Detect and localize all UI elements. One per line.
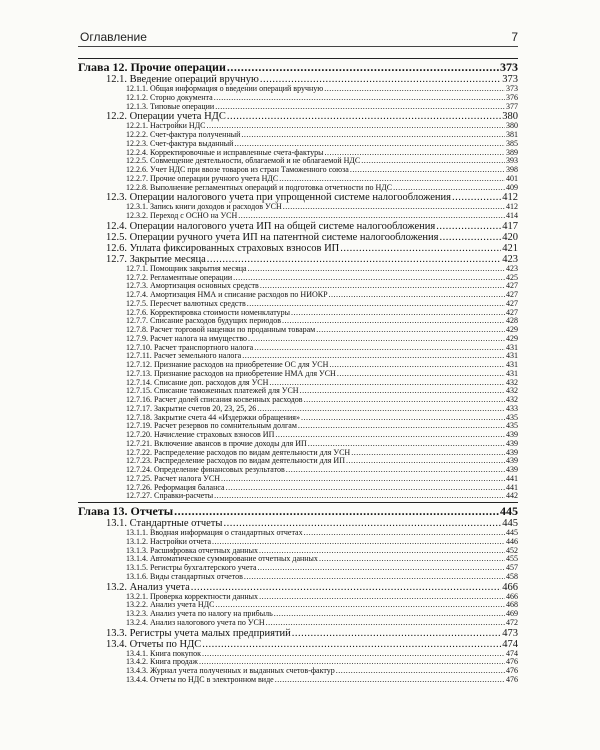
- toc-subsection: [78, 449, 518, 458]
- toc-subsection: [78, 405, 518, 414]
- toc-entry-title: 13.4.4. Отчеты по НДС в электронном виде: [126, 675, 274, 684]
- toc-entry-page: 389: [506, 148, 518, 157]
- running-header: [78, 30, 518, 46]
- toc-subsection: [78, 667, 518, 676]
- toc-entry-title: 13.2.3. Анализ учета по налогу на прибыль: [126, 610, 273, 618]
- toc-entry-page: 423: [502, 253, 518, 265]
- toc-entry-title: 12.7.11. Расчет земельного налога: [126, 352, 242, 361]
- toc-entry-page: 445: [502, 518, 518, 529]
- toc-leader-dots: [298, 422, 505, 431]
- toc-entry-page: 429: [506, 326, 518, 334]
- toc-entry-title: 12.7.17. Закрытие счетов 20, 23, 25, 26: [126, 404, 257, 413]
- toc-subsection: [78, 274, 518, 283]
- toc-entry-page: 466: [502, 581, 518, 593]
- toc-entry-title: 12.7.2. Регламентные операции: [126, 273, 233, 282]
- toc-leader-dots: [227, 111, 501, 122]
- toc-entry-page: 432: [506, 378, 518, 387]
- toc-subsection: [78, 361, 518, 370]
- toc-entry-title: 12.2.8. Выполнение регламентных операций и подготовка отчетности по НДС: [126, 183, 393, 192]
- toc-entry-page: 377: [506, 102, 518, 111]
- toc-subsection: [78, 601, 518, 610]
- toc-entry-page: 445: [500, 504, 518, 518]
- toc-leader-dots: [244, 573, 505, 582]
- toc-leader-dots: [242, 352, 505, 361]
- toc-section: [78, 111, 518, 122]
- toc-entry-page: 466: [506, 592, 518, 601]
- toc-leader-dots: [248, 335, 505, 344]
- toc-entry-page: 458: [506, 572, 518, 581]
- toc-leader-dots: [351, 449, 505, 458]
- toc-leader-dots: [304, 529, 505, 538]
- toc-leader-dots: [234, 140, 505, 149]
- toc-subsection: [78, 157, 518, 166]
- toc-entry-title: 13.1. Стандартные отчеты: [106, 518, 223, 529]
- toc-leader-dots: [259, 547, 505, 556]
- toc-entry-page: 468: [506, 601, 518, 610]
- toc-leader-dots: [301, 414, 505, 423]
- toc-subsection: [78, 370, 518, 379]
- toc-entry-title: 12.7.5. Пересчет валютных средств: [126, 299, 246, 308]
- toc-entry-title: Глава 13. Отчеты: [78, 504, 174, 518]
- running-header-title: Оглавление: [80, 30, 147, 44]
- toc-entry-page: 474: [506, 649, 518, 658]
- toc-entry-title: 12.7.24. Определение финансовых результатов: [126, 466, 285, 474]
- toc-subsection: [78, 203, 518, 212]
- toc-entry-title: 12.1.1. Общая информация о введении операций вручную: [126, 85, 324, 93]
- toc-entry-title: 12.7.1. Помощник закрытия месяца: [126, 264, 247, 273]
- toc-leader-dots: [329, 361, 505, 370]
- toc-entry-title: 12.3.2. Переход с ОСНО на УСН: [126, 212, 238, 220]
- toc-subsection: [78, 422, 518, 431]
- toc-leader-dots: [346, 457, 505, 466]
- toc-entry-page: 412: [502, 192, 518, 204]
- toc-leader-dots: [191, 582, 501, 593]
- toc-leader-dots: [223, 518, 501, 529]
- toc-entry-title: 13.4.3. Журнал учета полученных и выданных счетов-фактур: [126, 667, 335, 675]
- toc-entry-page: 445: [506, 529, 518, 537]
- toc-entry-title: 13.1.2. Настройки отчета: [126, 537, 212, 546]
- toc-leader-dots: [274, 610, 505, 619]
- toc-entry-title: 12.7.20. Начисление страховых взносов ИП: [126, 431, 275, 439]
- toc-subsection: [78, 184, 518, 193]
- toc-subsection: [78, 94, 518, 103]
- toc-leader-dots: [269, 379, 505, 388]
- toc-leader-dots: [393, 184, 505, 193]
- toc-subsection: [78, 593, 518, 602]
- toc-leader-dots: [325, 149, 506, 158]
- toc-entry-page: 428: [506, 317, 518, 326]
- toc-leader-dots: [361, 157, 505, 166]
- toc-entry-title: 12.7.15. Списание таможенных платежей для УСН: [126, 387, 299, 396]
- toc-subsection: [78, 547, 518, 556]
- toc-subsection: [78, 431, 518, 440]
- toc-entry-page: 431: [506, 361, 518, 369]
- toc-subsection: [78, 212, 518, 221]
- toc-entry-title: 12.7.18. Закрытие счета 44 «Издержки обращения»: [126, 413, 300, 422]
- toc-leader-dots: [227, 60, 499, 74]
- toc-entry-page: 476: [506, 667, 518, 675]
- toc-subsection: [78, 650, 518, 659]
- toc-leader-dots: [282, 317, 505, 326]
- toc-subsection: [78, 573, 518, 582]
- toc-entry-page: 381: [506, 131, 518, 139]
- toc-subsection: [78, 131, 518, 140]
- toc-leader-dots: [254, 344, 505, 353]
- toc-entry-title: 13.2.4. Анализ налогового учета по УСН: [126, 618, 265, 627]
- toc-entry-page: 427: [506, 308, 518, 317]
- toc-entry-page: 423: [506, 264, 518, 273]
- toc-entry-page: 441: [506, 474, 518, 483]
- toc-entry-title: 13.4.2. Книга продаж: [126, 658, 198, 667]
- toc-subsection: [78, 122, 518, 131]
- toc-entry-page: 420: [502, 231, 518, 243]
- toc-leader-dots: [247, 300, 505, 309]
- toc-subsection: [78, 529, 518, 538]
- toc-leader-dots: [214, 492, 505, 501]
- toc-leader-dots: [286, 466, 505, 475]
- toc-entry-title: 12.7.21. Включение авансов в прочие доходы для ИП: [126, 439, 307, 448]
- toc-subsection: [78, 619, 518, 628]
- toc-leader-dots: [439, 232, 501, 243]
- toc-entry-title: 12.2.1. Настройки НДС: [126, 122, 206, 131]
- toc-chapter: [78, 58, 518, 74]
- toc-entry-page: 439: [506, 457, 518, 466]
- toc-entry-page: 373: [502, 74, 518, 85]
- toc-leader-dots: [248, 265, 505, 274]
- toc-leader-dots: [291, 309, 505, 318]
- toc-leader-dots: [202, 650, 505, 659]
- toc-entry-page: 412: [506, 203, 518, 212]
- toc-entry-page: 433: [506, 404, 518, 413]
- toc-subsection: [78, 440, 518, 449]
- toc-entry-page: 439: [506, 439, 518, 448]
- toc-leader-dots: [259, 593, 505, 602]
- toc-entry-page: 414: [506, 212, 518, 220]
- toc-subsection: [78, 265, 518, 274]
- toc-subsection: [78, 85, 518, 94]
- toc-section: [78, 254, 518, 265]
- toc-entry-page: 435: [506, 413, 518, 422]
- toc-leader-dots: [258, 564, 505, 573]
- toc-subsection: [78, 379, 518, 388]
- toc-entry-title: 13.4.1. Книга покупок: [126, 649, 201, 658]
- toc-entry-title: 12.6. Уплата фиксированных страховых взносов ИП: [106, 242, 340, 254]
- toc-entry-title: 12.2.6. Учет НДС при ввозе товаров из стран Таможенного союза: [126, 166, 349, 174]
- toc-entry-page: 446: [506, 537, 518, 546]
- toc-leader-dots: [275, 431, 505, 440]
- toc-entry-title: 13.3. Регистры учета малых предприятий: [106, 627, 291, 639]
- toc-entry-page: 474: [502, 638, 518, 650]
- toc-subsection: [78, 610, 518, 619]
- toc-leader-dots: [336, 667, 505, 676]
- toc-entry-page: 431: [506, 343, 518, 352]
- toc-entry-title: 12.7.25. Расчет налога УСН: [126, 474, 220, 483]
- toc-leader-dots: [215, 601, 505, 610]
- toc-subsection: [78, 396, 518, 405]
- toc-entry-title: 13.1.1. Вводная информация о стандартных отчетах: [126, 529, 303, 537]
- toc-subsection: [78, 538, 518, 547]
- toc-entry-title: 12.1. Введение операций вручную: [106, 74, 259, 85]
- toc-entry-page: 373: [506, 85, 518, 93]
- toc-subsection: [78, 457, 518, 466]
- toc-section: [78, 639, 518, 650]
- toc-subsection: [78, 475, 518, 484]
- toc-entry-page: 435: [506, 422, 518, 431]
- toc-entry-page: 441: [506, 483, 518, 492]
- toc-entry-page: 385: [506, 139, 518, 148]
- toc-entry-page: 442: [506, 492, 518, 501]
- toc-entry-title: 13.1.3. Расшифровка отчетных данных: [126, 546, 258, 555]
- toc-subsection: [78, 300, 518, 309]
- toc-entry-page: 476: [506, 658, 518, 667]
- toc-section: [78, 518, 518, 529]
- toc-entry-title: 12.1.3. Типовые операции: [126, 102, 215, 111]
- toc-entry-title: 12.7.3. Амортизация основных средств: [126, 282, 259, 291]
- toc-subsection: [78, 103, 518, 112]
- toc-entry-page: 427: [506, 282, 518, 291]
- toc-leader-dots: [350, 166, 505, 175]
- toc-entry-title: 12.7.23. Распределение расходов по видам деятельности для ИП: [126, 457, 345, 466]
- toc-leader-dots: [452, 192, 501, 203]
- toc-leader-dots: [241, 131, 505, 140]
- table-of-contents: [78, 57, 518, 685]
- toc-leader-dots: [275, 676, 505, 685]
- toc-entry-title: 12.7. Закрытие месяца: [106, 253, 206, 265]
- toc-entry-title: 12.2. Операции учета НДС: [106, 111, 226, 123]
- toc-leader-dots: [283, 203, 505, 212]
- toc-section: [78, 582, 518, 593]
- toc-entry-page: 452: [506, 546, 518, 555]
- toc-entry-title: 12.3.1. Запись книги доходов и расходов УСН: [126, 203, 282, 212]
- toc-leader-dots: [436, 221, 501, 232]
- toc-entry-page: 427: [506, 299, 518, 308]
- toc-entry-page: 427: [506, 291, 518, 299]
- toc-entry-title: 12.7.6. Корректировка стоимости номенклатуры: [126, 308, 290, 317]
- toc-entry-page: 469: [506, 610, 518, 618]
- toc-entry-page: 476: [506, 675, 518, 684]
- toc-leader-dots: [215, 103, 505, 112]
- toc-entry-title: 12.2.2. Счет-фактура полученный: [126, 131, 241, 139]
- toc-entry-page: 425: [506, 273, 518, 282]
- toc-leader-dots: [329, 291, 505, 300]
- toc-section: [78, 232, 518, 243]
- toc-leader-dots: [316, 326, 505, 335]
- toc-subsection: [78, 335, 518, 344]
- toc-leader-dots: [207, 122, 506, 131]
- toc-leader-dots: [214, 94, 505, 103]
- toc-leader-dots: [226, 484, 505, 493]
- toc-entry-title: 12.7.19. Расчет резервов по сомнительным долгам: [126, 422, 297, 431]
- toc-entry-page: 376: [506, 93, 518, 102]
- toc-subsection: [78, 317, 518, 326]
- toc-section: [78, 192, 518, 203]
- toc-entry-page: 429: [506, 334, 518, 343]
- toc-leader-dots: [233, 274, 505, 283]
- toc-leader-dots: [257, 405, 505, 414]
- toc-entry-title: 13.1.6. Виды стандартных отчетов: [126, 572, 243, 581]
- toc-subsection: [78, 484, 518, 493]
- toc-entry-page: 409: [506, 183, 518, 192]
- toc-subsection: [78, 149, 518, 158]
- toc-entry-title: 12.7.27. Справки-расчеты: [126, 492, 214, 501]
- toc-leader-dots: [319, 555, 505, 564]
- toc-entry-title: 12.2.5. Совмещение деятельности, облагаемой и не облагаемой НДС: [126, 157, 361, 166]
- toc-entry-title: 12.1.2. Сторно документа: [126, 93, 213, 102]
- toc-entry-page: 472: [506, 618, 518, 627]
- toc-entry-page: 439: [506, 466, 518, 474]
- toc-subsection: [78, 414, 518, 423]
- toc-entry-title: 12.7.22. Распределение расходов по видам деятельности для УСН: [126, 448, 351, 457]
- toc-entry-title: 12.5. Операции ручного учета ИП на патентной системе налогообложения: [106, 231, 439, 243]
- toc-entry-page: 380: [502, 111, 518, 123]
- toc-entry-title: 12.7.13. Признание расходов на приобретение НМА для УСН: [126, 369, 336, 378]
- toc-entry-title: 12.7.26. Реформация баланса: [126, 483, 225, 492]
- toc-entry-title: 12.3. Операции налогового учета при упрощенной системе налогообложения: [106, 192, 451, 204]
- toc-entry-title: 12.2.4. Корректировочные и исправленные счета-фактуры: [126, 148, 324, 157]
- toc-entry-page: 432: [506, 396, 518, 404]
- toc-entry-title: 12.7.12. Признание расходов на приобретение ОС для УСН: [126, 361, 329, 369]
- toc-entry-page: 373: [500, 60, 518, 74]
- toc-entry-page: 431: [506, 352, 518, 361]
- toc-subsection: [78, 352, 518, 361]
- toc-subsection: [78, 291, 518, 300]
- toc-entry-title: 12.7.14. Списание доп. расходов для УСН: [126, 378, 269, 387]
- toc-entry-page: 455: [506, 555, 518, 564]
- toc-subsection: [78, 175, 518, 184]
- toc-entry-page: 473: [502, 627, 518, 639]
- toc-entry-page: 431: [506, 369, 518, 378]
- toc-entry-page: 421: [502, 242, 518, 254]
- toc-subsection: [78, 564, 518, 573]
- header-rule: [78, 46, 518, 47]
- toc-entry-title: 12.2.3. Счет-фактура выданный: [126, 139, 234, 148]
- page-number: 7: [511, 30, 518, 44]
- toc-entry-title: 13.2.2. Анализ учета НДС: [126, 601, 215, 610]
- toc-leader-dots: [292, 628, 501, 639]
- toc-subsection: [78, 492, 518, 501]
- toc-leader-dots: [260, 282, 505, 291]
- toc-leader-dots: [279, 175, 505, 184]
- toc-section: [78, 628, 518, 639]
- toc-leader-dots: [340, 243, 501, 254]
- toc-subsection: [78, 466, 518, 475]
- toc-leader-dots: [174, 504, 499, 518]
- toc-entry-title: 12.7.8. Расчет торговой наценки по проданным товарам: [126, 326, 316, 334]
- toc-leader-dots: [207, 254, 501, 265]
- toc-subsection: [78, 658, 518, 667]
- toc-entry-title: 13.2. Анализ учета: [106, 581, 190, 593]
- toc-subsection: [78, 166, 518, 175]
- toc-subsection: [78, 282, 518, 291]
- toc-subsection: [78, 344, 518, 353]
- toc-leader-dots: [199, 658, 505, 667]
- toc-leader-dots: [238, 212, 505, 221]
- toc-entry-title: 12.7.9. Расчет налога на имущество: [126, 334, 248, 343]
- toc-entry-title: 13.2.1. Проверка корректности данных: [126, 592, 259, 601]
- toc-subsection: [78, 309, 518, 318]
- toc-section: [78, 74, 518, 85]
- toc-section: [78, 221, 518, 232]
- toc-leader-dots: [337, 370, 505, 379]
- toc-subsection: [78, 555, 518, 564]
- toc-entry-title: 12.2.7. Прочие операции ручного учета НДС: [126, 174, 279, 183]
- toc-entry-title: 13.4. Отчеты по НДС: [106, 638, 202, 650]
- toc-entry-page: 380: [506, 122, 518, 131]
- toc-leader-dots: [202, 639, 501, 650]
- toc-entry-title: 12.7.16. Расчет долей списания косвенных расходов: [126, 396, 303, 404]
- toc-entry-page: 457: [506, 564, 518, 572]
- toc-leader-dots: [221, 475, 505, 484]
- toc-entry-title: Глава 12. Прочие операции: [78, 60, 226, 74]
- toc-chapter: [78, 502, 518, 518]
- toc-entry-page: 432: [506, 387, 518, 396]
- toc-entry-title: 12.4. Операции налогового учета ИП на общей системе налогообложения: [106, 220, 436, 232]
- toc-subsection: [78, 140, 518, 149]
- toc-entry-title: 13.1.5. Регистры бухгалтерского учета: [126, 564, 257, 572]
- toc-entry-page: 393: [506, 157, 518, 166]
- toc-leader-dots: [260, 74, 501, 85]
- toc-leader-dots: [308, 440, 505, 449]
- toc-leader-dots: [266, 619, 505, 628]
- toc-entry-page: 398: [506, 166, 518, 174]
- toc-leader-dots: [300, 387, 505, 396]
- toc-subsection: [78, 387, 518, 396]
- toc-entry-page: 417: [502, 220, 518, 232]
- toc-leader-dots: [212, 538, 505, 547]
- toc-subsection: [78, 676, 518, 685]
- toc-leader-dots: [324, 85, 505, 94]
- toc-entry-page: 401: [506, 174, 518, 183]
- toc-subsection: [78, 326, 518, 335]
- toc-entry-title: 12.7.4. Амортизация НМА и списание расходов по НИОКР: [126, 291, 328, 299]
- toc-section: [78, 243, 518, 254]
- toc-leader-dots: [304, 396, 505, 405]
- toc-entry-title: 12.7.7. Списание расходов будущих периодов: [126, 317, 282, 326]
- toc-entry-title: 12.7.10. Расчет транспортного налога: [126, 343, 254, 352]
- toc-entry-page: 439: [506, 431, 518, 439]
- toc-entry-page: 439: [506, 448, 518, 457]
- toc-entry-title: 13.1.4. Автоматическое суммирование отчетных данных: [126, 555, 318, 564]
